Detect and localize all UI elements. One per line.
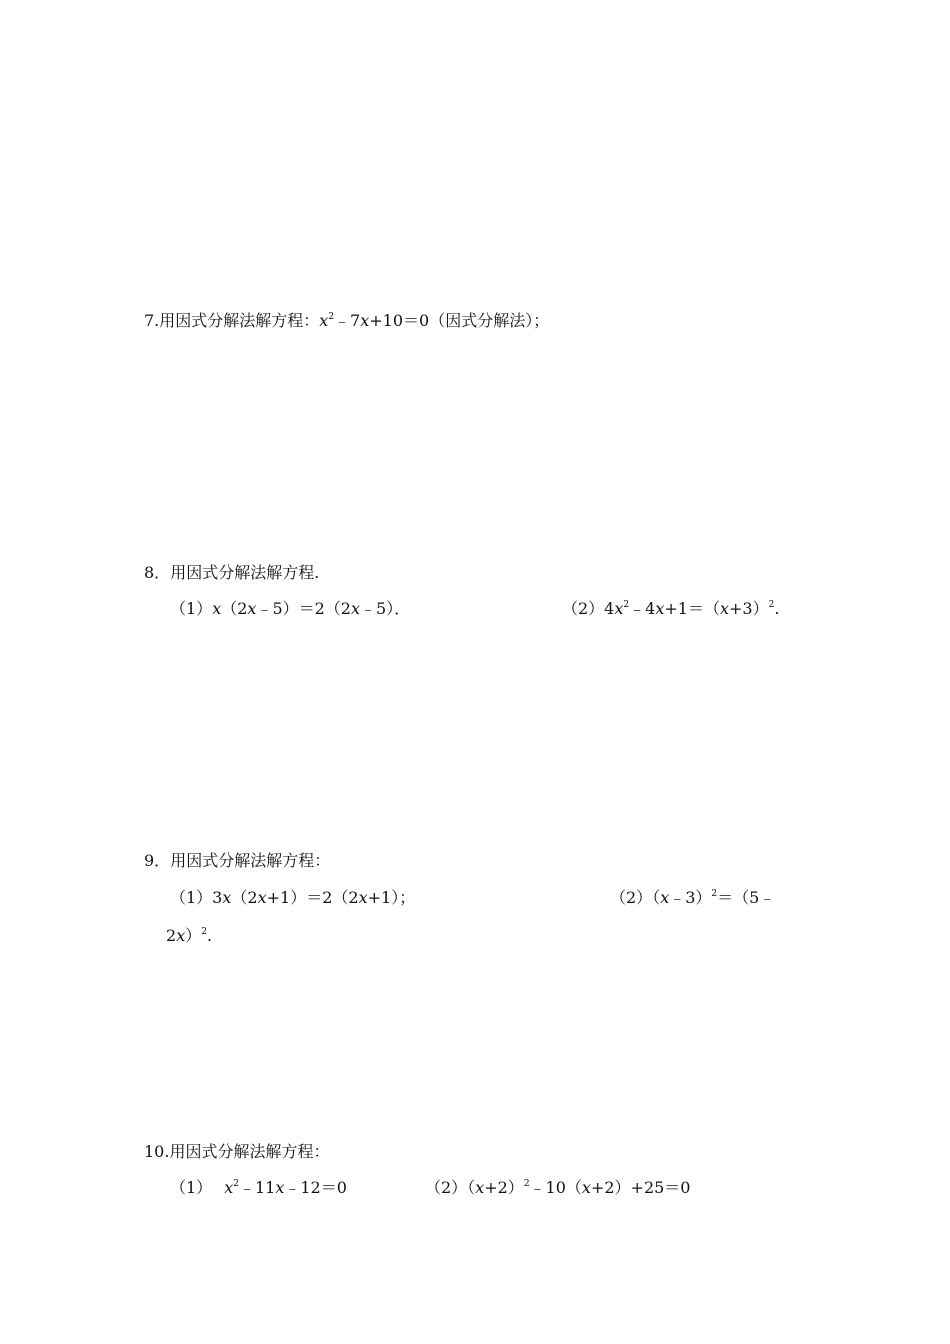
equation-part: . — [774, 599, 780, 618]
equation-part: ﹣3） — [669, 888, 712, 907]
part-label: （1）3 — [170, 888, 223, 907]
exponent: 2 — [523, 1179, 530, 1189]
variable-x: x — [350, 599, 361, 618]
variable-x: x — [224, 1178, 234, 1197]
question-9-part-2-continued — [166, 925, 212, 947]
variable-x: x — [222, 888, 232, 907]
question-8-part-2 — [562, 598, 779, 620]
equation-part: . — [206, 926, 213, 945]
variable-x: x — [655, 599, 665, 618]
equation-part: +3） — [728, 599, 769, 618]
equation-part: +1＝（ — [664, 599, 720, 618]
variable-x: x — [257, 888, 267, 907]
variable-x: x — [176, 926, 186, 945]
equation-part: ） — [185, 926, 202, 945]
part-label: （2）（ — [425, 1178, 476, 1197]
question-number: 8． — [144, 563, 171, 582]
equation-part: （2 — [221, 599, 248, 618]
question-number: 9． — [144, 851, 171, 870]
equation-part: ﹣5）． — [360, 599, 411, 618]
question-number: 10. — [144, 1142, 170, 1161]
variable-x: x — [614, 599, 624, 618]
question-10 — [144, 1141, 329, 1163]
equation-part: +2）+25＝0 — [590, 1178, 691, 1197]
question-stem: 用因式分解法解方程： — [169, 1142, 330, 1161]
variable-x: x — [275, 1178, 285, 1197]
question-9-part-2 — [610, 887, 775, 909]
part-label: （1） — [170, 1178, 213, 1197]
question-10-part-1 — [170, 1177, 347, 1199]
variable-x: x — [581, 1178, 591, 1197]
exponent: 2 — [711, 889, 718, 899]
equation-part: （2 — [231, 888, 258, 907]
part-label: （1） — [170, 599, 213, 618]
exponent: 2 — [328, 312, 335, 322]
exponent: 2 — [623, 600, 630, 610]
question-8-part-1 — [170, 598, 410, 620]
part-label: （2）4 — [562, 599, 615, 618]
equation-part: ﹣7 — [334, 311, 361, 330]
question-9-part-1 — [170, 887, 415, 909]
equation-part: ﹣4 — [629, 599, 656, 618]
question-9 — [144, 850, 330, 872]
equation-part: 2 — [166, 926, 177, 945]
equation-part: ﹣10（ — [529, 1178, 582, 1197]
equation-part: +1）＝2（2 — [266, 888, 359, 907]
question-stem: 用因式分解法解方程： — [170, 851, 331, 870]
exponent: 2 — [768, 600, 775, 610]
equation-part: ﹣12＝0 — [284, 1178, 347, 1197]
variable-x: x — [660, 888, 670, 907]
variable-x: x — [358, 888, 368, 907]
equation-part: ﹣5）＝2（2 — [256, 599, 351, 618]
question-10-part-2 — [425, 1177, 691, 1199]
part-label: （2）（ — [610, 888, 661, 907]
question-7 — [144, 310, 549, 332]
exponent: 2 — [201, 927, 207, 937]
exponent: 2 — [233, 1179, 239, 1189]
equation-part: ﹣11 — [238, 1178, 276, 1197]
variable-x: x — [247, 599, 257, 618]
variable-x: x — [475, 1178, 485, 1197]
equation-part: +10＝0（因式分解法）； — [369, 311, 550, 330]
variable-x: x — [212, 599, 222, 618]
question-number: 7. — [144, 311, 160, 330]
equation-part: +2） — [484, 1178, 524, 1197]
equation-part: +1）； — [367, 888, 416, 907]
question-stem: 用因式分解法解方程. — [170, 563, 320, 582]
equation-part: ＝（5﹣ — [717, 888, 776, 907]
variable-x: x — [319, 311, 329, 330]
question-8 — [144, 562, 319, 584]
variable-x: x — [360, 311, 370, 330]
question-stem: 用因式分解法解方程： — [159, 311, 320, 330]
variable-x: x — [719, 599, 729, 618]
